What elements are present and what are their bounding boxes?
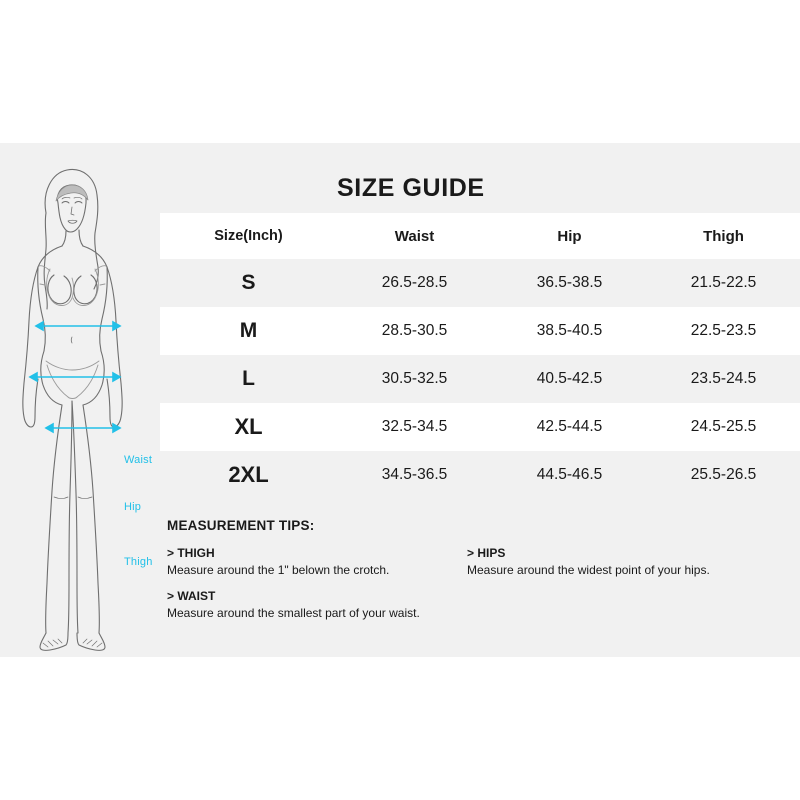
- figure-label-thigh: Thigh: [124, 556, 153, 568]
- cell-thigh: 22.5-23.5: [647, 307, 800, 355]
- cell-waist: 30.5-32.5: [337, 355, 492, 403]
- cell-thigh: 24.5-25.5: [647, 403, 800, 451]
- cell-thigh: 21.5-22.5: [647, 259, 800, 307]
- tip-thigh: [167, 546, 467, 578]
- table-row: [160, 307, 800, 355]
- measurement-lines: [30, 322, 120, 432]
- size-guide-content: [160, 143, 800, 657]
- tip-hips: [467, 546, 767, 578]
- body-figure-panel: [0, 143, 160, 657]
- table-row: [160, 259, 800, 307]
- cell-hip: 38.5-40.5: [492, 307, 647, 355]
- cell-waist: 32.5-34.5: [337, 403, 492, 451]
- cell-waist: 28.5-30.5: [337, 307, 492, 355]
- tip-thigh-body: Measure around the 1" belown the crotch.: [167, 563, 390, 577]
- cell-size: S: [160, 259, 337, 307]
- cell-waist: 26.5-28.5: [337, 259, 492, 307]
- size-table-body: [160, 259, 800, 499]
- column-header-waist: Waist: [337, 213, 492, 259]
- tip-hips-body: Measure around the widest point of your hips.: [467, 563, 710, 577]
- cell-thigh: 23.5-24.5: [647, 355, 800, 403]
- column-header-hip: Hip: [492, 213, 647, 259]
- cell-thigh: 25.5-26.5: [647, 451, 800, 499]
- measurement-tips: [167, 518, 787, 620]
- tip-hips-head: > HIPS: [467, 546, 506, 560]
- measurement-tips-title: MEASUREMENT TIPS:: [167, 518, 315, 533]
- cell-size: 2XL: [160, 451, 337, 499]
- tip-waist: [167, 589, 467, 621]
- cell-hip: 40.5-42.5: [492, 355, 647, 403]
- female-body-illustration: [2, 151, 160, 651]
- cell-waist: 34.5-36.5: [337, 451, 492, 499]
- figure-label-hip: Hip: [124, 501, 142, 513]
- page-title: SIZE GUIDE: [337, 174, 485, 202]
- figure-label-waist: Waist: [124, 454, 153, 466]
- cell-size: XL: [160, 403, 337, 451]
- column-header-thigh: Thigh: [647, 213, 800, 259]
- cell-hip: 44.5-46.5: [492, 451, 647, 499]
- cell-hip: 42.5-44.5: [492, 403, 647, 451]
- cell-size: L: [160, 355, 337, 403]
- table-header-row: [160, 213, 800, 259]
- tip-waist-body: Measure around the smallest part of your waist.: [167, 606, 420, 620]
- table-row: [160, 403, 800, 451]
- size-table: [160, 213, 800, 499]
- cell-size: M: [160, 307, 337, 355]
- tip-thigh-head: > THIGH: [167, 546, 215, 560]
- cell-hip: 36.5-38.5: [492, 259, 647, 307]
- size-table-header: [160, 213, 800, 259]
- table-row: [160, 451, 800, 499]
- tip-waist-head: > WAIST: [167, 589, 216, 603]
- column-header-size: Size(Inch): [160, 213, 337, 259]
- table-row: [160, 355, 800, 403]
